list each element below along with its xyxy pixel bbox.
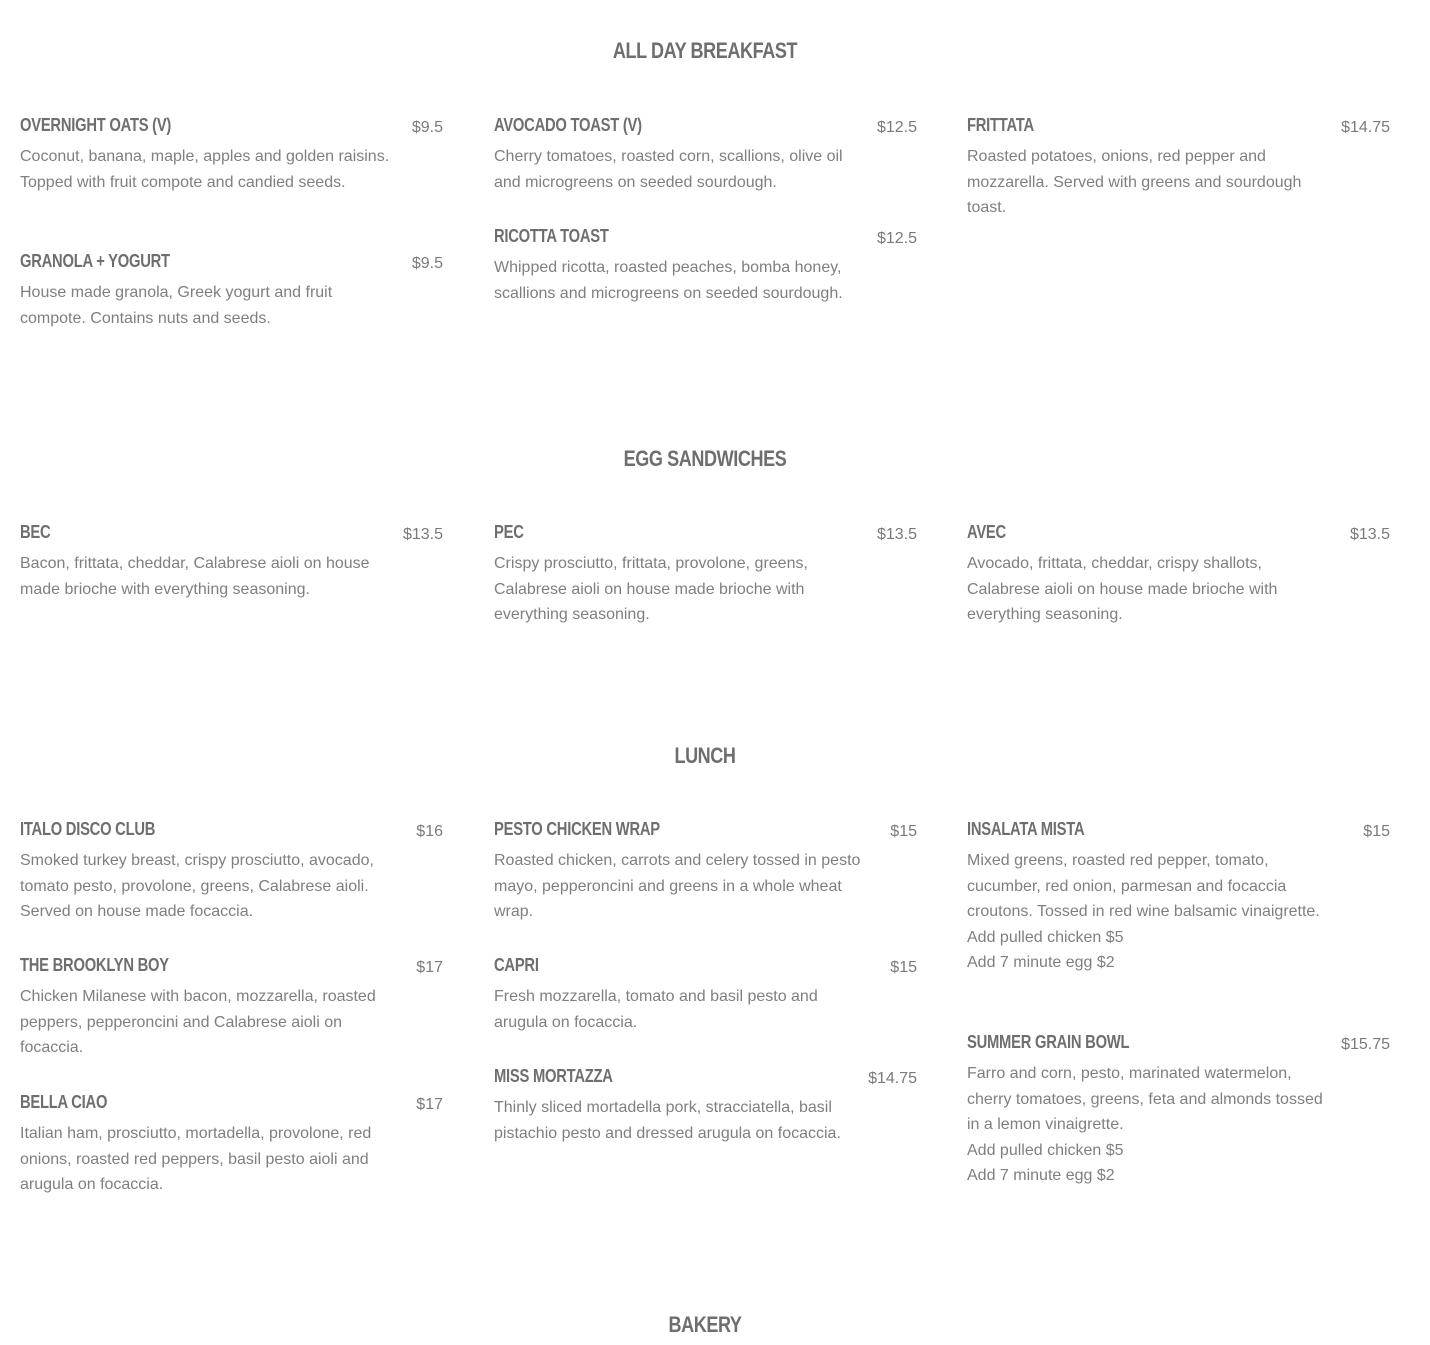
item-name: GRANOLA + YOGURT [20,251,170,271]
item-price: $13.5 [1349,526,1390,543]
menu-item [20,251,443,331]
menu-item [494,226,917,306]
menu-column-3 [967,115,1390,221]
item-description: Italian ham, prosciutto, mortadella, provolone, red onions, roasted red peppers, basil pesto aioli and arugula on focaccia. [20,1125,372,1193]
item-name: ITALO DISCO CLUB [20,819,156,839]
item-name: FRITTATA [967,115,1034,135]
menu-item [494,955,917,1066]
item-name: THE BROOKLYN BOY [20,955,169,975]
menu-item [967,819,1390,1032]
item-description: Cherry tomatoes, roasted corn, scallions, olive oil and microgreens on seeded sourdough. [494,148,843,191]
menu-item [494,819,917,955]
item-description: Coconut, banana, maple, apples and golden raisins. Topped with fruit compote and candied seeds. [20,148,390,191]
menu-item [494,1066,917,1146]
item-price: $9.5 [411,119,443,136]
item-name: AVEC [967,522,1006,542]
section-title: LUNCH [674,743,736,768]
menu-column-3 [967,819,1390,1189]
item-description: Whipped ricotta, roasted peaches, bomba honey, scallions and microgreens on seeded sourdough. [494,259,843,302]
item-price: $12.5 [876,230,917,247]
menu-item [20,955,443,1092]
item-name: OVERNIGHT OATS (V) [20,115,172,135]
item-description: Farro and corn, pesto, marinated watermelon, cherry tomatoes, greens, feta and almonds tossed in a lemon vinaigrette. [967,1065,1323,1133]
item-name: RICOTTA TOAST [494,226,609,246]
item-name: MISS MORTAZZA [494,1066,613,1086]
item-description: Avocado, frittata, cheddar, crispy shallots, Calabrese aioli on house made brioche with everything seasoning. [967,555,1278,623]
section-title: BAKERY [668,1312,742,1337]
item-description: Smoked turkey breast, crispy prosciutto, avocado, tomato pesto, provolone, greens, Calabrese aioli. Served on house made focaccia. [20,852,374,920]
item-price: $17 [416,959,443,976]
item-description: Roasted chicken, carrots and celery tossed in pesto mayo, pepperoncini and greens in a whole wheat wrap. [494,852,861,920]
item-name: BEC [20,522,51,542]
item-price: $16 [416,823,443,840]
item-description: Crispy prosciutto, frittata, provolone, greens, Calabrese aioli on house made brioche with everything seasoning. [494,555,808,623]
item-price: $9.5 [411,255,443,272]
item-description: Chicken Milanese with bacon, mozzarella, roasted peppers, pepperoncini and Calabrese aioli on focaccia. [20,988,376,1056]
item-price: $13.5 [402,526,443,543]
section-title: ALL DAY BREAKFAST [612,38,798,63]
menu-item [494,115,917,226]
item-addon: Add 7 minute egg $2 [967,954,1115,971]
item-name: INSALATA MISTA [967,819,1085,839]
item-description: Thinly sliced mortadella pork, stracciatella, basil pistachio pesto and dressed arugula on focaccia. [494,1099,841,1142]
item-addon: Add 7 minute egg $2 [967,1167,1115,1184]
item-addon: Add pulled chicken $5 [967,928,1124,946]
menu-item [20,115,443,251]
item-description: Fresh mozzarella, tomato and basil pesto and arugula on focaccia. [494,988,818,1031]
item-price: $13.5 [876,526,917,543]
menu-column-1 [20,522,443,602]
item-name: PESTO CHICKEN WRAP [494,819,660,839]
menu-column-1 [20,819,443,1198]
menu-item [967,1032,1390,1189]
item-price: $14.75 [1341,119,1390,136]
menu-column-2 [494,522,917,628]
item-description: Roasted potatoes, onions, red pepper and mozzarella. Served with greens and sourdough toast. [967,148,1302,216]
item-description: House made granola, Greek yogurt and fruit compote. Contains nuts and seeds. [20,284,333,327]
menu-item [20,522,443,602]
item-price: $12.5 [876,119,917,136]
menu-column-2 [494,819,917,1146]
item-description: Mixed greens, roasted red pepper, tomato, cucumber, red onion, parmesan and focaccia croutons. Tossed in red wine balsamic vinaigrette. [967,852,1320,920]
menu-column-3 [967,522,1390,628]
item-price: $15 [890,823,917,840]
item-name: CAPRI [494,955,539,975]
menu-item [20,819,443,955]
section-title: EGG SANDWICHES [623,446,787,471]
item-price: $15 [890,959,917,976]
item-description: Bacon, frittata, cheddar, Calabrese aioli on house made brioche with everything seasoning. [20,555,370,598]
item-addon: Add pulled chicken $5 [967,1141,1124,1159]
menu-item [494,522,917,628]
menu-column-2 [494,115,917,306]
menu-item [967,115,1390,221]
item-price: $15 [1363,823,1390,840]
menu-item [20,1092,443,1198]
menu-column-1 [20,115,443,331]
item-price: $17 [416,1096,443,1113]
menu-item [967,522,1390,628]
item-name: BELLA CIAO [20,1092,108,1112]
item-price: $15.75 [1341,1036,1390,1053]
item-name: PEC [494,522,524,542]
item-price: $14.75 [868,1070,917,1087]
item-name: AVOCADO TOAST (V) [494,115,642,135]
item-name: SUMMER GRAIN BOWL [967,1032,1130,1052]
